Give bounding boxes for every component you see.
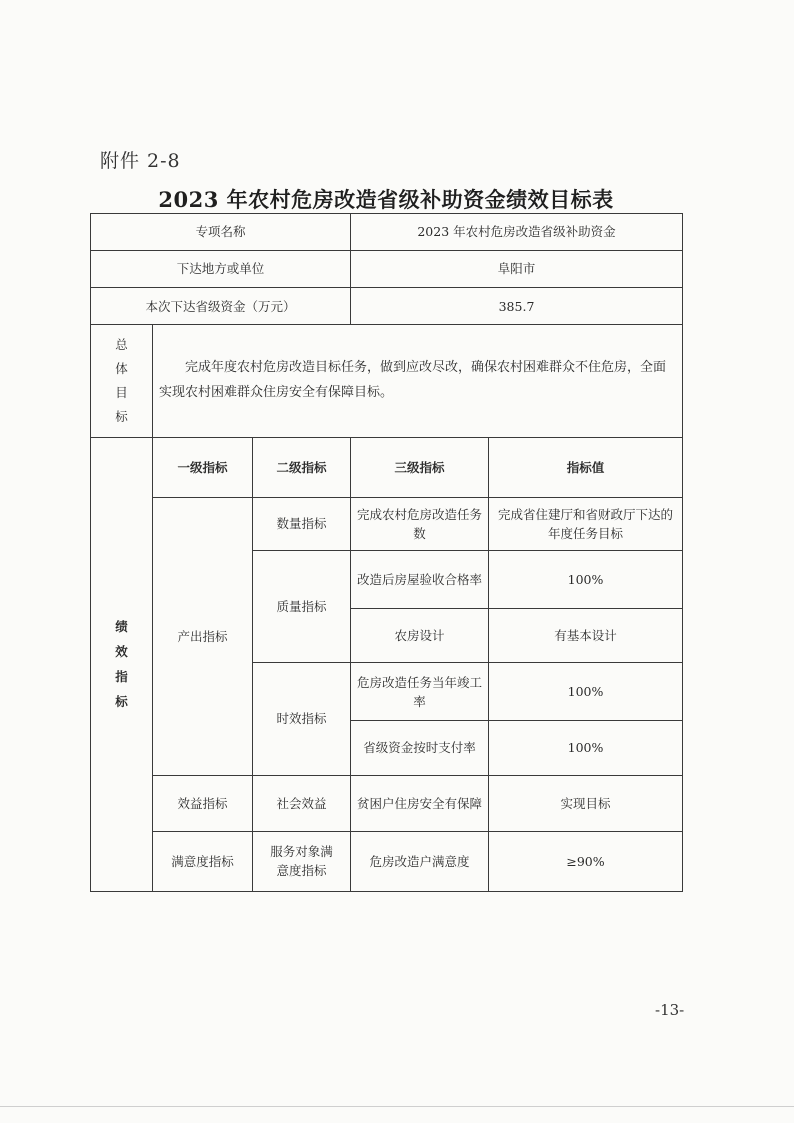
- funds-value: 385.7: [351, 288, 683, 325]
- time-level3-1: 危房改造任务当年竣工率: [351, 663, 489, 721]
- benefit-row: [91, 775, 683, 831]
- recipient-value: 阜阳市: [351, 251, 683, 288]
- project-name-label: 专项名称: [91, 214, 351, 251]
- service-satisfaction-label: 服务对象满意度指标: [253, 831, 351, 891]
- project-name-value: 2023 年农村危房改造省级补助资金: [351, 214, 683, 251]
- satisfaction-level3: 危房改造户满意度: [351, 831, 489, 891]
- time-value-2: 100%: [489, 721, 683, 775]
- satisfaction-indicator-label: 满意度指标: [153, 831, 253, 891]
- col-level1-header: 一级指标: [153, 437, 253, 497]
- overall-goal-row: [91, 325, 683, 437]
- quality-indicator-label: 质量指标: [253, 550, 351, 662]
- col-value-header: 指标值: [489, 437, 683, 497]
- satisfaction-row: [91, 831, 683, 891]
- overall-goal-text: 完成年度农村危房改造目标任务，做到应改尽改，确保农村困难群众不住危房，全面实现农村困难群众住房安全有保障目标。: [153, 325, 683, 437]
- quality-value-2: 有基本设计: [489, 609, 683, 663]
- col-level2-header: 二级指标: [253, 437, 351, 497]
- funds-label: 本次下达省级资金（万元）: [91, 288, 351, 325]
- social-level3: 贫困户住房安全有保障: [351, 775, 489, 831]
- scan-edge-line: [0, 1106, 794, 1107]
- social-value: 实现目标: [489, 775, 683, 831]
- quantity-row: [91, 497, 683, 550]
- overall-goal-label: 总体目标: [91, 325, 153, 437]
- quality-level3-1: 改造后房屋验收合格率: [351, 550, 489, 608]
- satisfaction-value: ≥90%: [489, 831, 683, 891]
- quality-value-1: 100%: [489, 550, 683, 608]
- social-benefit-label: 社会效益: [253, 775, 351, 831]
- project-name-row: [91, 214, 683, 251]
- col-level3-header: 三级指标: [351, 437, 489, 497]
- document-title: 2023 年农村危房改造省级补助资金绩效目标表: [158, 187, 614, 212]
- benefit-indicator-label: 效益指标: [153, 775, 253, 831]
- attachment-label: 附件 2-8: [100, 150, 181, 172]
- funds-row: [91, 288, 683, 325]
- quantity-indicator-label: 数量指标: [253, 497, 351, 550]
- quantity-value: 完成省住建厅和省财政厅下达的年度任务目标: [489, 497, 683, 550]
- quantity-level3: 完成农村危房改造任务数: [351, 497, 489, 550]
- quality-level3-2: 农房设计: [351, 609, 489, 663]
- indicator-header-row: [91, 437, 683, 497]
- time-indicator-label: 时效指标: [253, 663, 351, 775]
- performance-indicators-label: 绩效指标: [91, 437, 153, 891]
- page-number: -13-: [655, 1001, 685, 1019]
- recipient-label: 下达地方或单位: [91, 251, 351, 288]
- output-indicator-label: 产出指标: [153, 497, 253, 775]
- performance-table: [90, 213, 682, 892]
- recipient-row: [91, 251, 683, 288]
- time-level3-2: 省级资金按时支付率: [351, 721, 489, 775]
- time-value-1: 100%: [489, 663, 683, 721]
